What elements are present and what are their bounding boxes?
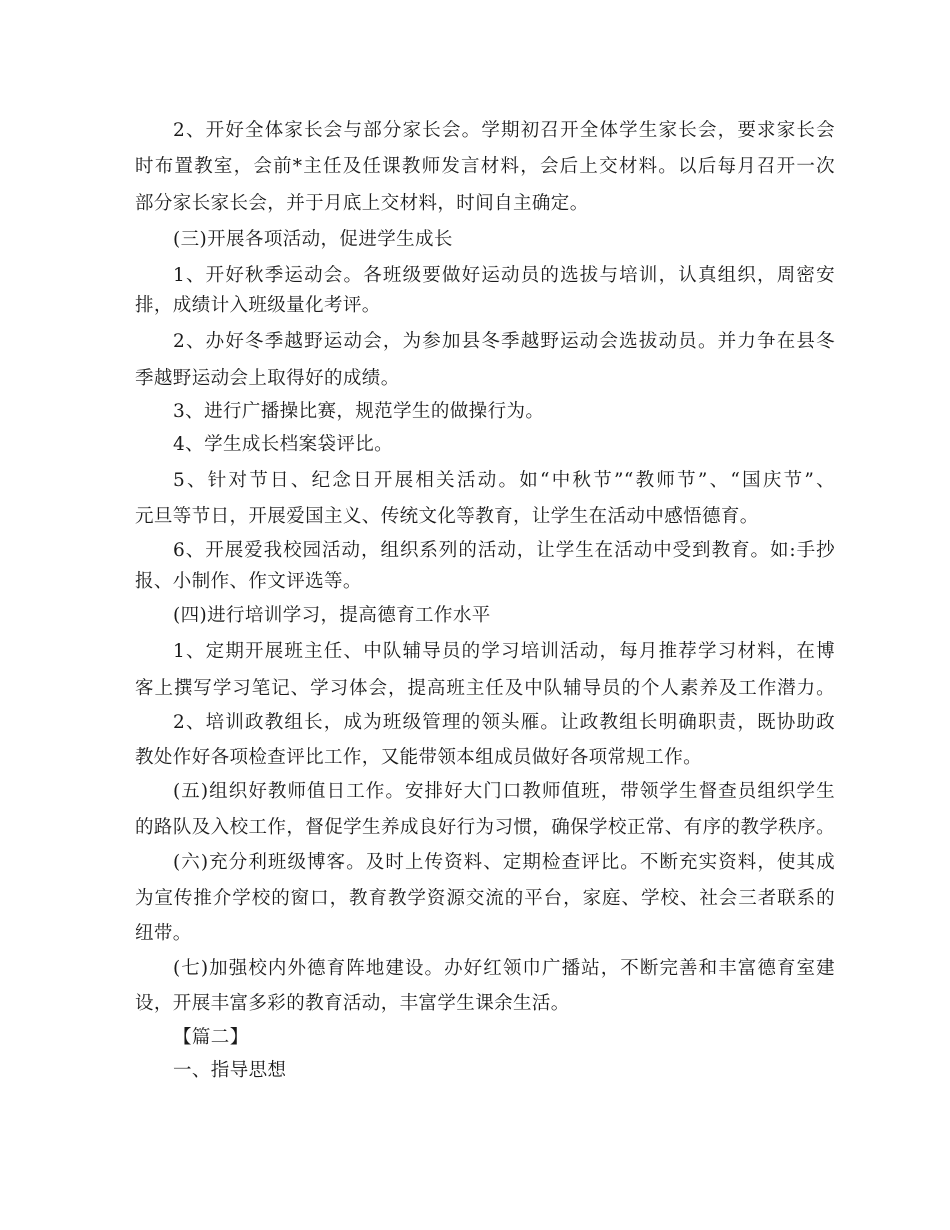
paragraph-line: (七)加强校内外德育阵地建设。办好红领巾广播站，不断完善和丰富德育室建 xyxy=(173,958,835,979)
paragraph-line: 3、进行广播操比赛，规范学生的做操行为。 xyxy=(173,401,545,422)
paragraph-line: 2、开好全体家长会与部分家长会。学期初召开全体学生家长会，要求家长会 xyxy=(173,120,835,141)
paragraph-line: 6、开展爱我校园活动，组织系列的活动，让学生在活动中受到教育。如:手抄 xyxy=(173,540,835,561)
paragraph-line: 5、针对节日、纪念日开展相关活动。如“中秋节”“教师节”、“国庆节”、 xyxy=(173,470,835,491)
paragraph-line: 1、开好秋季运动会。各班级要做好运动员的选拔与培训，认真组织，周密安 xyxy=(173,265,835,286)
paragraph-line: 季越野运动会上取得好的成绩。 xyxy=(135,368,400,389)
paragraph-line: 设，开展丰富多彩的教育活动，丰富学生课余生活。 xyxy=(135,993,570,1014)
section-heading: (三)开展各项活动，促进学生成长 xyxy=(173,229,453,250)
paragraph-line: 部分家长家长会，并于月底上交材料，时间自主确定。 xyxy=(135,193,589,214)
paragraph-line: 元旦等节日，开展爱国主义、传统文化等教育，让学生在活动中感悟德育。 xyxy=(135,506,759,527)
paragraph-line: 4、学生成长档案袋评比。 xyxy=(173,434,394,455)
part-heading: 【篇二】 xyxy=(173,1027,249,1048)
paragraph-line: 2、培训政教组长，成为班级管理的领头雁。让政教组长明确职责，既协助政 xyxy=(173,712,835,733)
paragraph-line: 为宣传推介学校的窗口，教育教学资源交流的平台，家庭、学校、社会三者联系的 xyxy=(135,888,835,909)
section-heading: 一、指导思想 xyxy=(173,1060,287,1081)
paragraph-line: 报、小制作、作文评选等。 xyxy=(135,571,362,592)
paragraph-line: 时布置教室，会前*主任及任课教师发言材料，会后上交材料。以后每月召开一次 xyxy=(135,156,835,177)
paragraph-line: 2、办好冬季越野运动会，为参加县冬季越野运动会选拔动员。并力争在县冬 xyxy=(173,331,835,352)
paragraph-line: 教处作好各项检查评比工作，又能带领本组成员做好各项常规工作。 xyxy=(135,747,703,768)
section-heading: (四)进行培训学习，提高德育工作水平 xyxy=(173,605,491,626)
paragraph-line: (五)组织好教师值日工作。安排好大门口教师值班，带领学生督查员组织学生 xyxy=(173,781,835,802)
paragraph-line: 客上撰写学习笔记、学习体会，提高班主任及中队辅导员的个人素养及工作潜力。 xyxy=(135,678,835,699)
paragraph-line: 的路队及入校工作，督促学生养成良好行为习惯，确保学校正常、有序的教学秩序。 xyxy=(135,817,835,838)
paragraph-line: 1、定期开展班主任、中队辅导员的学习培训活动，每月推荐学习材料，在博 xyxy=(173,641,835,662)
paragraph-line: (六)充分利班级博客。及时上传资料、定期检查评比。不断充实资料，使其成 xyxy=(173,852,835,873)
paragraph-line: 排，成绩计入班级量化考评。 xyxy=(135,295,381,316)
paragraph-line: 纽带。 xyxy=(135,923,192,944)
